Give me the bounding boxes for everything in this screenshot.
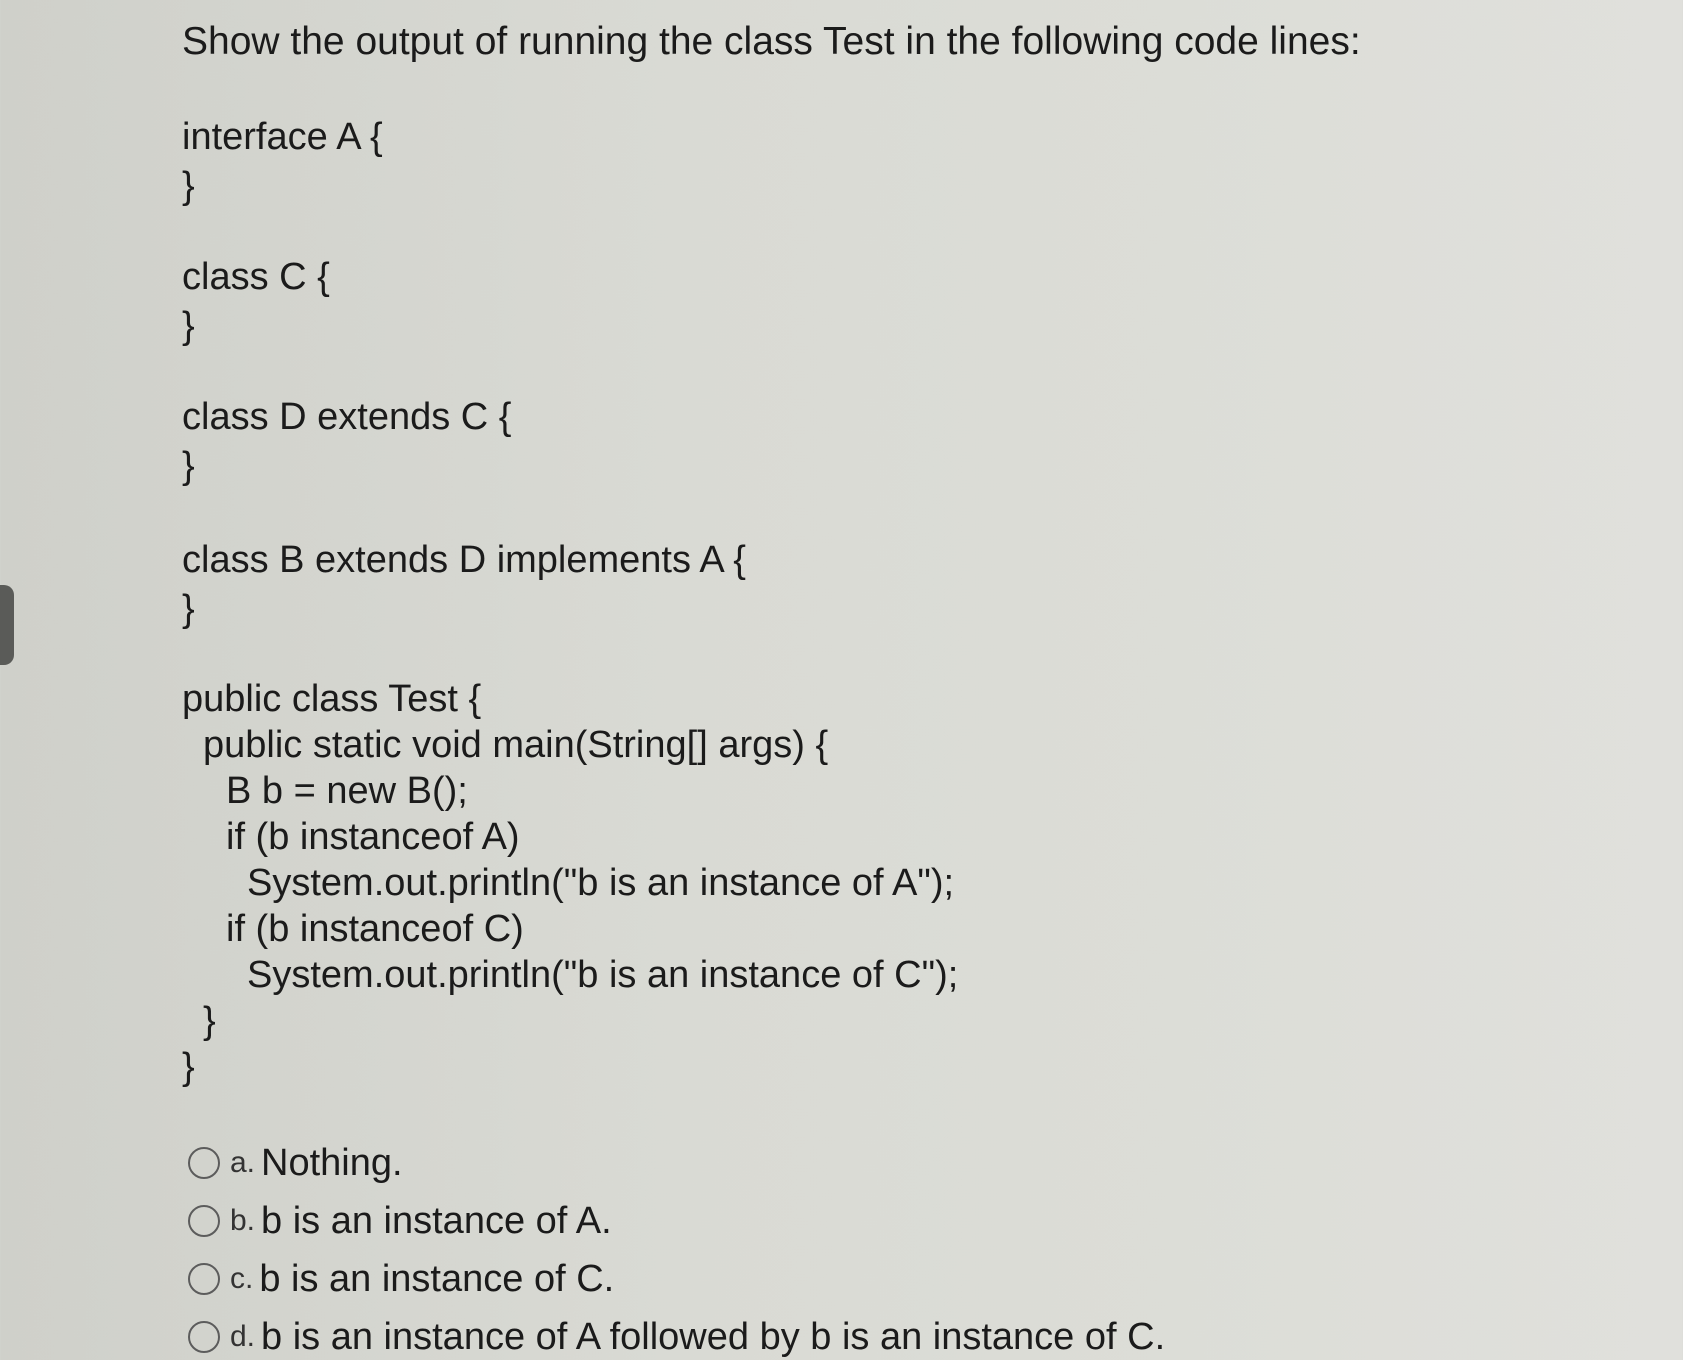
code-line: }: [182, 588, 195, 630]
code-line: class D extends C {: [182, 396, 512, 438]
option-text: b is an instance of A followed by b is an instance of C.: [261, 1315, 1166, 1358]
code-line: public class Test {: [182, 678, 482, 720]
option-letter: a.: [230, 1146, 256, 1179]
radio-icon[interactable]: [188, 1263, 220, 1295]
radio-icon[interactable]: [188, 1147, 220, 1179]
radio-icon[interactable]: [188, 1205, 220, 1237]
code-line: if (b instanceof C): [226, 908, 524, 950]
code-line: public static void main(String[] args) {: [203, 724, 829, 766]
code-line: }: [182, 1046, 195, 1088]
radio-icon[interactable]: [188, 1321, 220, 1353]
side-tab-handle[interactable]: [0, 585, 14, 665]
option-b[interactable]: [188, 1198, 612, 1244]
question-text: Show the output of running the class Test in the following code lines:: [182, 20, 1361, 63]
code-line: }: [182, 165, 195, 207]
code-line: class C {: [182, 256, 330, 298]
option-text: b is an instance of A.: [261, 1199, 612, 1242]
code-line: class B extends D implements A {: [182, 539, 746, 581]
option-c[interactable]: [188, 1256, 614, 1302]
code-line: B b = new B();: [226, 770, 468, 812]
option-letter: c.: [230, 1262, 254, 1295]
code-line: if (b instanceof A): [226, 816, 520, 858]
code-line: }: [182, 305, 195, 347]
option-letter: b.: [230, 1204, 256, 1237]
code-line: System.out.println("b is an instance of A");: [247, 862, 955, 904]
option-text: Nothing.: [261, 1141, 403, 1184]
code-line: }: [182, 445, 195, 487]
option-letter: d.: [230, 1320, 256, 1353]
option-d[interactable]: [188, 1314, 1165, 1360]
code-line: System.out.println("b is an instance of C");: [247, 954, 959, 996]
option-a[interactable]: [188, 1140, 403, 1186]
option-text: b is an instance of C.: [259, 1257, 615, 1300]
code-line: interface A {: [182, 116, 383, 158]
code-line: }: [203, 1000, 216, 1042]
